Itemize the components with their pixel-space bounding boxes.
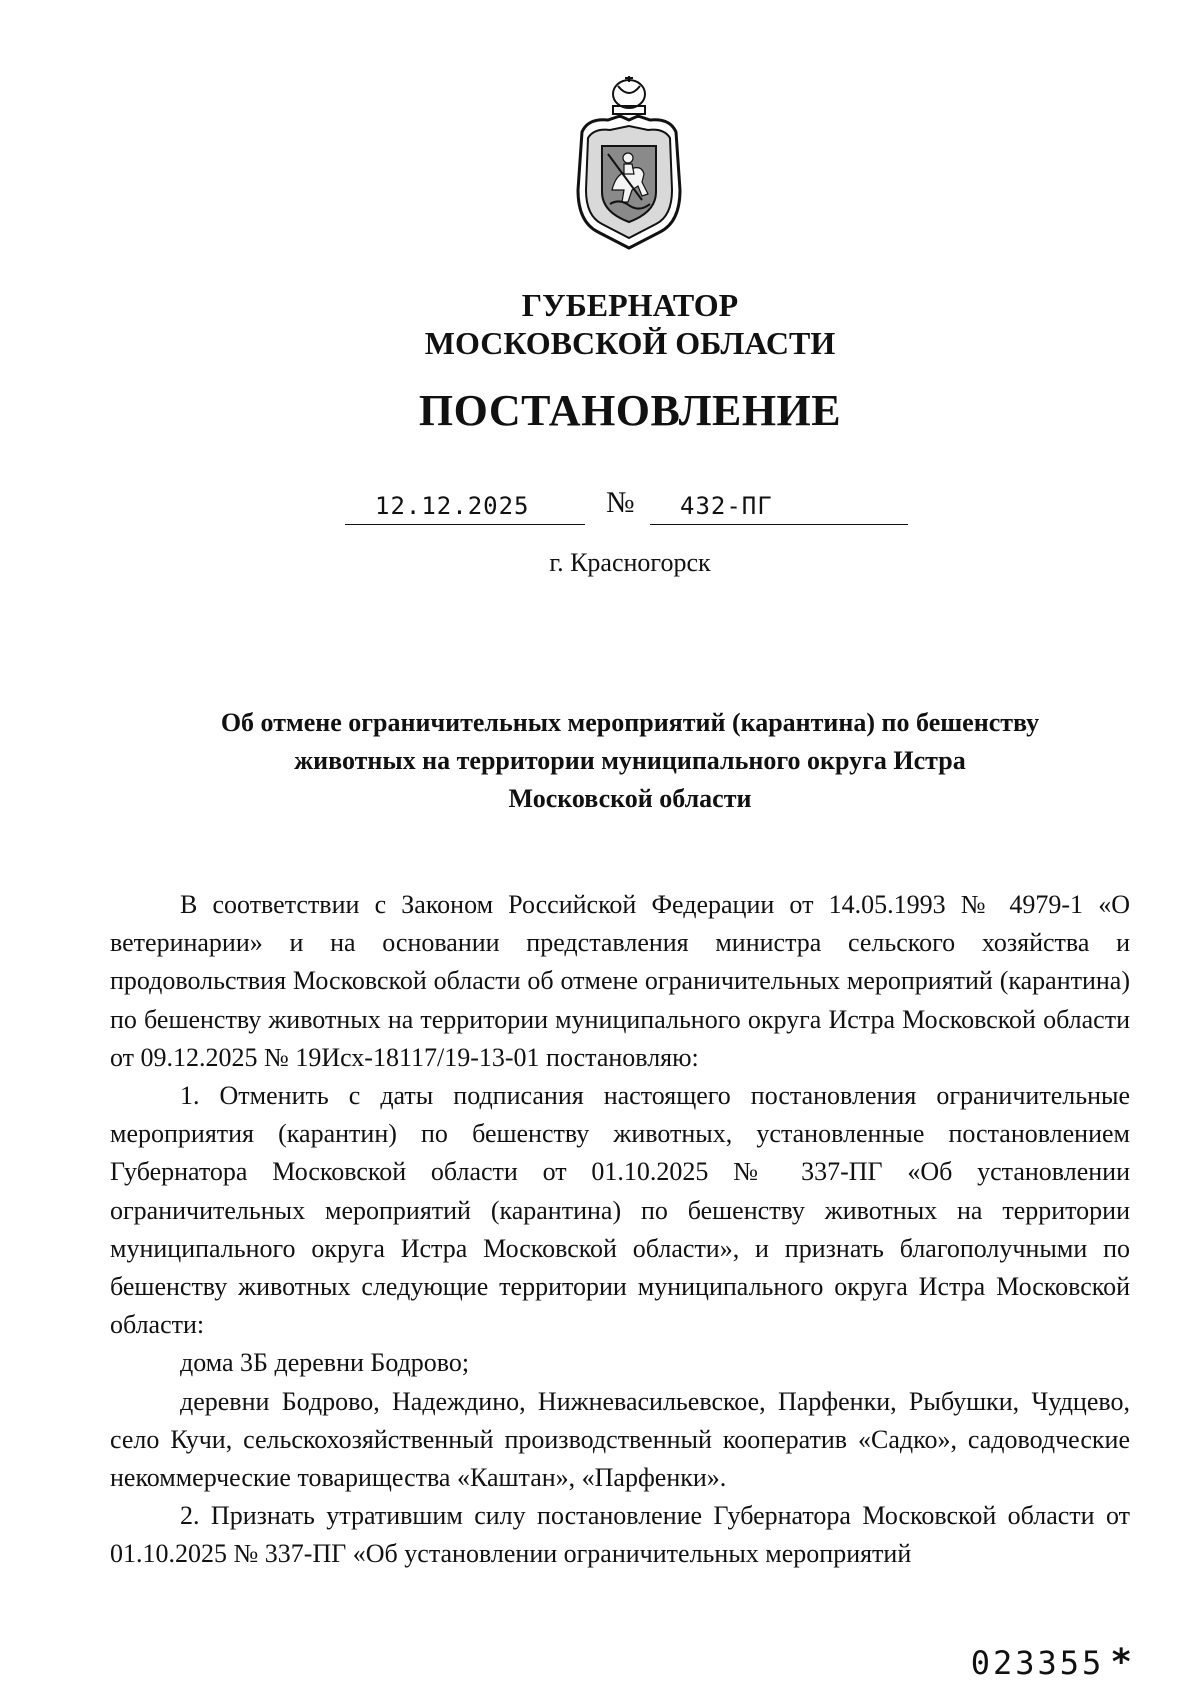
number-sign: № — [606, 486, 635, 519]
document-title — [150, 704, 1110, 818]
item-1-subitem: деревни Бодрово, Надеждино, Нижневасильевское, Парфенки, Рыбушки, Чудцево, село Кучи, сельскохозяйственный производственный кооператив «Садко», садоводческие некоммерческие товарищества «Каштан», «Парфенки». — [110, 1386, 1130, 1493]
title-line: животных на территории муниципального округа Истра — [294, 746, 966, 775]
item-1-paragraph: 1. Отменить с даты подписания настоящего постановления ограничительные мероприятия (карантин) по бешенству животных, установленные постановлением Губернатора Московской области от 01.10.2025 № 337-ПГ «Об установлении ограничительных мероприятий (карантина) по бешенству животных на территории муниципального округа Истра Московской области», и признать благополучными по бешенству животных следующие территории муниципального округа Истра Московской области: — [110, 1081, 1130, 1340]
serial-number: 023355 — [970, 1644, 1105, 1682]
document-body — [110, 886, 1130, 1574]
document-serial — [971, 1642, 1135, 1683]
preamble-paragraph: В соответствии с Законом Российской Федерации от 14.05.1993 № 4979-1 «О ветеринарии» и на основании представления министра сельского хозяйства и продовольствия Московской области об отмене ограничительных мероприятий (карантина) по бешенству животных на территории муниципального округа Истра Московской области от 09.12.2025 № 19Исх-18117/19-13-01 постановляю: — [110, 890, 1130, 1072]
item-1-subitem: дома 3Б деревни Бодрово; — [180, 1348, 470, 1378]
issuing-authority — [0, 286, 1200, 362]
date-field — [345, 484, 585, 525]
item-2-paragraph: 2. Признать утратившим силу постановление Губернатора Московской области от 01.10.2025 № 337-ПГ «Об установлении ограничительных мероприятий — [110, 1501, 1130, 1569]
title-line: Московской области — [508, 784, 752, 813]
number-field — [650, 484, 908, 525]
asterisk-mark: * — [1110, 1642, 1135, 1683]
authority-title: ГУБЕРНАТОР — [521, 287, 739, 323]
document-date: 12.12.2025 — [375, 492, 530, 520]
coat-of-arms-icon — [568, 72, 690, 250]
authority-region: МОСКОВСКОЙ ОБЛАСТИ — [424, 325, 836, 361]
document-type: ПОСТАНОВЛЕНИЕ — [418, 386, 842, 435]
title-line: Об отмене ограничительных мероприятий (карантина) по бешенству — [220, 708, 1040, 737]
document-number: 432-ПГ — [680, 492, 773, 520]
issuing-city: г. Красногорск — [549, 548, 711, 577]
